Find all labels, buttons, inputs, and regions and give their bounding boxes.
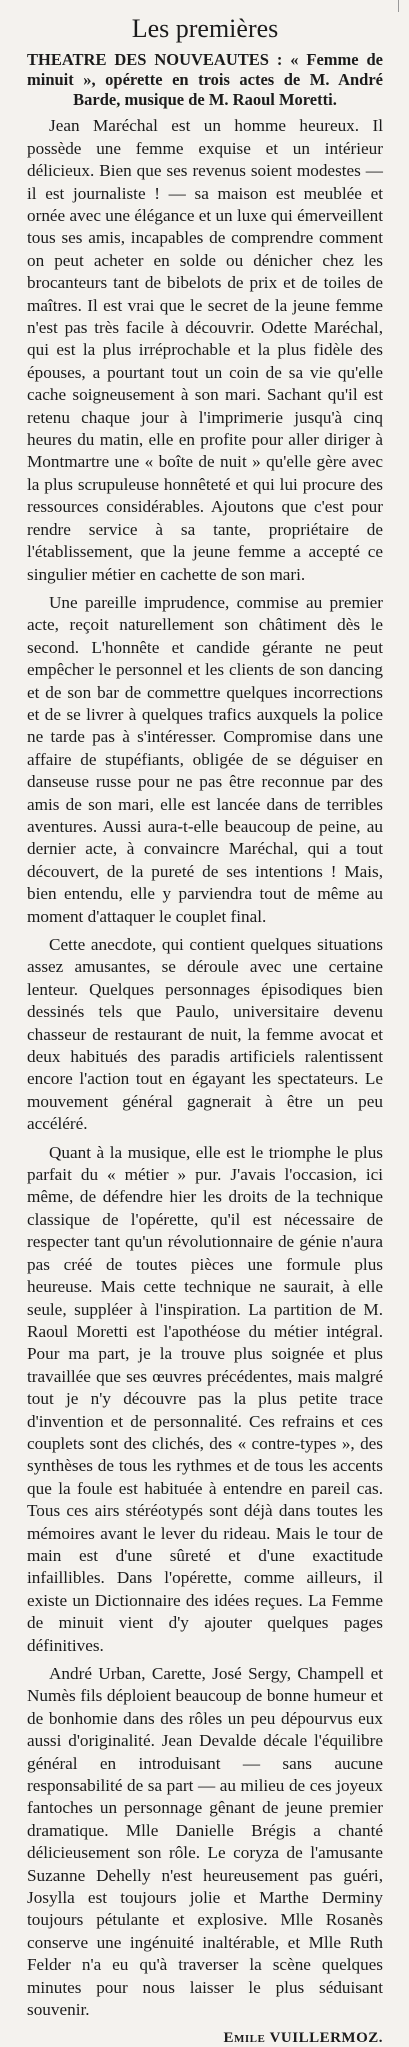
author-signature — [27, 2030, 383, 2047]
paragraph: Quant à la musique, elle est le triomphe le plus parfait du « métier » pur. J'avais l'occasion, ici même, de défendre hier les droits de la technique classique de l'opérette, qu'il est nécessaire de respecter tant qu'un révolutionnaire de génie n'aura pas créé de toutes pièces une formule plus heureuse. Mais cette technique ne saurait, à elle seule, suppléer à l'inspiration. La partition de M. Raoul Moretti est l'apothéose du métier intégral. Pour ma part, je la trouve plus soignée et plus travaillée que ses œuvres précédentes, mais malgré tout je n'y découvre pas la plus petite trace d'invention et de personnalité. Ces refrains et ces couplets sont des clichés, des « contre-types », des synthèses de tous les rythmes et de tous les accents que la foule est habituée à entendre en pareil cas. Tous ces airs stéréotypés sont déjà dans toutes les mémoires avant le lever du rideau. Mais le tour de main est d'une sûreté et d'une exactitude infaillibles. Dans l'opérette, comme ailleurs, il existe un Dictionnaire des idées reçues. La Femme de minuit vient d'y ajouter quelques pages définitives. — [27, 1142, 383, 1655]
review-subtitle: THEATRE DES NOUVEAUTES : « Femme de minuit », opérette en trois actes de M. André Barde, musique de M. Raoul Moretti. — [27, 50, 383, 109]
author-last-name: VUILLERMOZ. — [269, 2029, 383, 2046]
paragraph: Une pareille imprudence, commise au premier acte, reçoit naturellement son châtiment dès le second. L'honnête et candide gérante ne peut empêcher le personnel et les clients de son dancing et de son bar de commettre quelques incorrections et de se livrer à quelques trafics auxquels la police ne tarde pas à s'intéresser. Compromise dans une affaire de stupéfiants, obligée de se déguiser en danseuse russe pour ne pas être reconnue par des amis de son mari, elle est lancée dans de terribles aventures. Aussi aura-t-elle beaucoup de peine, au dernier acte, à convaincre Maréchal, qui a tout découvert, de la pureté de ses intentions ! Mais, bien entendu, elle y parviendra tout de même au moment d'attaquer le couplet final. — [27, 592, 383, 926]
article-body — [27, 115, 383, 2021]
author-first-name: Emile — [223, 2029, 266, 2046]
section-heading: Les premières — [131, 14, 279, 43]
paragraph: André Urban, Carette, José Sergy, Champell et Numès fils déploient beaucoup de bonne humeur et de bonhomie dans des rôles un peu dépourvus eux aussi d'originalité. Jean Devalde décale l'équilibre général en introduisant — sans aucune responsabilité de sa part — au milieu de ces joyeux fantoches un personnage gênant de jeune premier dramatique. Mlle Danielle Brégis a chanté délicieusement son rôle. Le coryza de l'amusante Suzanne Dehelly n'est heureusement pas guéri, Josylla est toujours jolie et Marthe Derminy toujours pétulante et explosive. Mlle Rosanès conserve une ingénuité inaltérable, et Mlle Ruth Felder n'a eu qu'à traverser la scène quelques minutes pour nous laisser le plus séduisant souvenir. — [27, 1664, 383, 2020]
column-rule — [398, 0, 399, 12]
paragraph: Cette anecdote, qui contient quelques situations assez amusantes, se déroule avec une certaine lenteur. Quelques personnages épisodiques bien dessinés tels que Paulo, universitaire devenu chasseur de restaurant de nuit, la femme avocat et deux habitués des paradis artificiels ralentissent encore l'action tout en égayant les spectateurs. Le mouvement général gagnerait à être un peu accéléré. — [27, 935, 383, 1134]
paragraph: Jean Maréchal est un homme heureux. Il possède une femme exquise et un intérieur délicieux. Bien que ses revenus soient modestes — il est journaliste ! — sa maison est meublée et ornée avec une élégance et un luxe qui émerveillent tous ses amis, incapables de comprendre comment on peut acheter en solde ou dénicher chez les brocanteurs tant de bibelots de prix et de toiles de maîtres. Il est vrai que le secret de la jeune femme n'est pas très facile à découvrir. Odette Maréchal, qui est la plus irréprochable et la plus fidèle des épouses, a pourtant tout un coin de sa vie qu'elle cache soigneusement à son mari. Sachant qu'il est retenu chaque jour à l'imprimerie jusqu'à cinq heures du matin, elle en profite pour aller diriger à Montmartre une « boîte de nuit » qu'elle gère avec la plus scrupuleuse honnêteté et qui lui procure des ressources considérables. Ajoutons que c'est pour rendre service à sa tante, propriétaire de l'établissement, que la jeune femme a accepté ce singulier métier en cachette de son mari. — [27, 116, 383, 584]
